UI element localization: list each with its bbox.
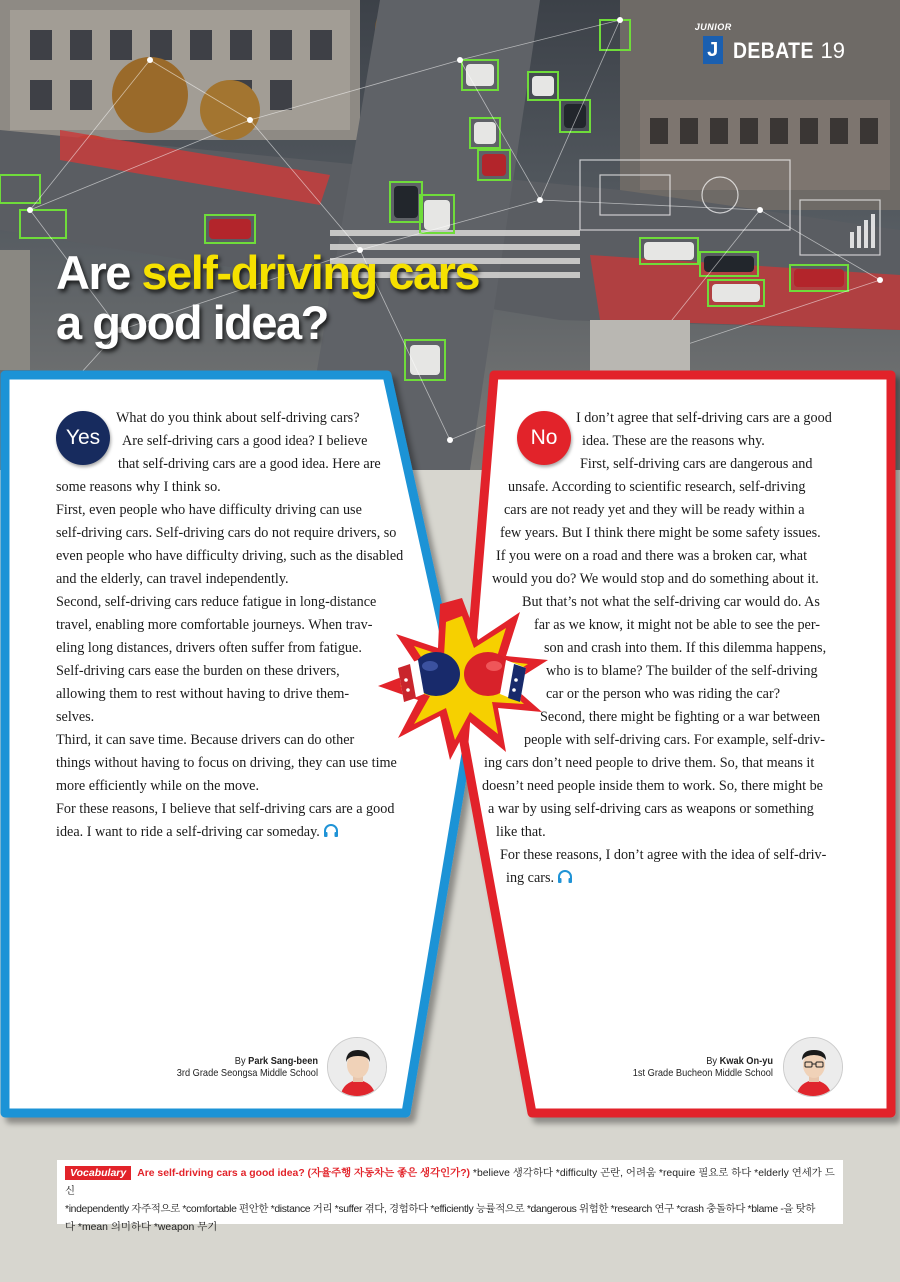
headline-plain: Are [56, 246, 142, 299]
yes-line: self-driving cars. Self-driving cars do not require drivers, so [56, 525, 397, 541]
no-badge: No [517, 411, 571, 465]
yes-author-name-line [144, 1055, 318, 1067]
no-author-avatar [783, 1037, 843, 1097]
no-line-last [506, 867, 573, 890]
no-line: would you do? We would stop and do something about it. [492, 571, 819, 587]
vocabulary-terms-2: *independently 자주적으로 *comfortable 편안한 *distance 거리 *suffer 겪다, 경험하다 *efficiently 능률적으로 *dangerous 위험한 *research 연구 *crash 충돌하다 *blame -을 탓하 [65, 1204, 816, 1215]
no-line: unsafe. According to scientific research, self-driving [508, 479, 806, 495]
no-line: Second, there might be fighting or a war between [540, 709, 821, 725]
no-line: doesn’t need people inside them to work. So, there might be [482, 778, 823, 794]
yes-line: allowing them to rest without having to drive them- [56, 686, 350, 702]
no-line: First, self-driving cars are dangerous and [580, 456, 813, 472]
section-title: DEBATE [732, 38, 814, 63]
no-line: son and crash into them. If this dilemma happens, [544, 640, 827, 656]
no-line: I don’t agree that self-driving cars are a good [576, 410, 832, 426]
yes-line: even people who have difficulty driving, such as the disabled [56, 548, 404, 564]
no-line: If you were on a road and there was a broken car, what [496, 548, 808, 564]
no-author-name-line [599, 1055, 773, 1067]
brand-letter: J [703, 36, 723, 64]
headline-highlight: self-driving cars [141, 246, 480, 299]
yes-author-name: Park Sang-been [248, 1055, 318, 1067]
no-line: a war by using self-driving cars as weapons or something [488, 801, 814, 817]
yes-line: Second, self-driving cars reduce fatigue in long-distance [56, 594, 377, 610]
yes-line: and the elderly, can travel independently. [56, 571, 289, 587]
no-line: who is to blame? The builder of the self-driving [546, 663, 818, 679]
yes-line: that self-driving cars are a good idea. Here are [118, 456, 381, 472]
page-number: 19 [820, 38, 845, 63]
no-line: car or the person who was riding the car? [546, 686, 781, 702]
yes-author-school: 3rd Grade Seongsa Middle School [176, 1067, 318, 1079]
yes-author-prefix: By [234, 1055, 246, 1067]
vocabulary-line-1 [65, 1165, 835, 1201]
no-line: cars are not ready yet and they will be ready within a [504, 502, 805, 518]
yes-line: things without having to focus on driving, they can use time [56, 755, 397, 771]
vocabulary-box [57, 1160, 843, 1233]
yes-line-last [56, 821, 339, 844]
yes-author-avatar [327, 1037, 387, 1097]
no-line: far as we know, it might not be able to see the per- [534, 617, 821, 633]
no-author-prefix: By [706, 1055, 718, 1067]
no-line: few years. But I think there might be some safety issues. [500, 525, 821, 541]
no-line: ing cars don’t need people to drive them. So, that means it [484, 755, 815, 771]
yes-line: Are self-driving cars a good idea? I believe [122, 433, 368, 449]
yes-line: some reasons why I think so. [56, 479, 221, 495]
yes-line: For these reasons, I believe that self-driving cars are a good [56, 801, 395, 817]
no-line: idea. These are the reasons why. [582, 433, 765, 449]
headline-line-2: a good idea? [56, 296, 328, 349]
brand-small-label: JUNIOR [694, 22, 732, 32]
yes-line: travel, enabling more comfortable journeys. When trav- [56, 617, 373, 633]
yes-author-byline [144, 1055, 318, 1079]
headphones-icon[interactable] [323, 824, 339, 838]
no-line: like that. [496, 824, 546, 840]
yes-line: Self-driving cars ease the burden on these drivers, [56, 663, 340, 679]
yes-line: First, even people who have difficulty driving can use [56, 502, 362, 518]
yes-line: more efficiently while on the move. [56, 778, 260, 794]
no-author-byline [599, 1055, 773, 1079]
headphones-icon[interactable] [557, 870, 573, 884]
no-closing-text: ing cars. [506, 870, 555, 886]
no-line: But that’s not what the self-driving car would do. As [522, 594, 820, 610]
vocabulary-terms-3: 다 *mean 의미하다 *weapon 무기 [65, 1222, 218, 1233]
yes-line: selves. [56, 709, 95, 725]
yes-line: What do you think about self-driving cars? [116, 410, 360, 426]
yes-line: eling long distances, drivers often suffer from fatigue. [56, 640, 362, 656]
vocabulary-tag: Vocabulary [65, 1166, 131, 1180]
vocabulary-terms-1: *believe 생각하다 *difficulty 곤란, 어려움 *require 필요로 하다 *elderly 연세가 드신 [65, 1168, 835, 1197]
yes-line: Third, it can save time. Because drivers can do other [56, 732, 355, 748]
yes-closing-text: idea. I want to ride a self-driving car someday. [56, 824, 320, 840]
yes-badge: Yes [56, 411, 110, 465]
no-line: For these reasons, I don’t agree with the idea of self-driv- [500, 847, 827, 863]
no-author-name: Kwak On-yu [719, 1055, 773, 1067]
no-author-school: 1st Grade Bucheon Middle School [632, 1067, 773, 1079]
vocabulary-title: Are self-driving cars a good idea? (자율주행 자동차는 좋은 생각인가?) [137, 1168, 471, 1179]
no-line: people with self-driving cars. For example, self-driv- [524, 732, 825, 748]
